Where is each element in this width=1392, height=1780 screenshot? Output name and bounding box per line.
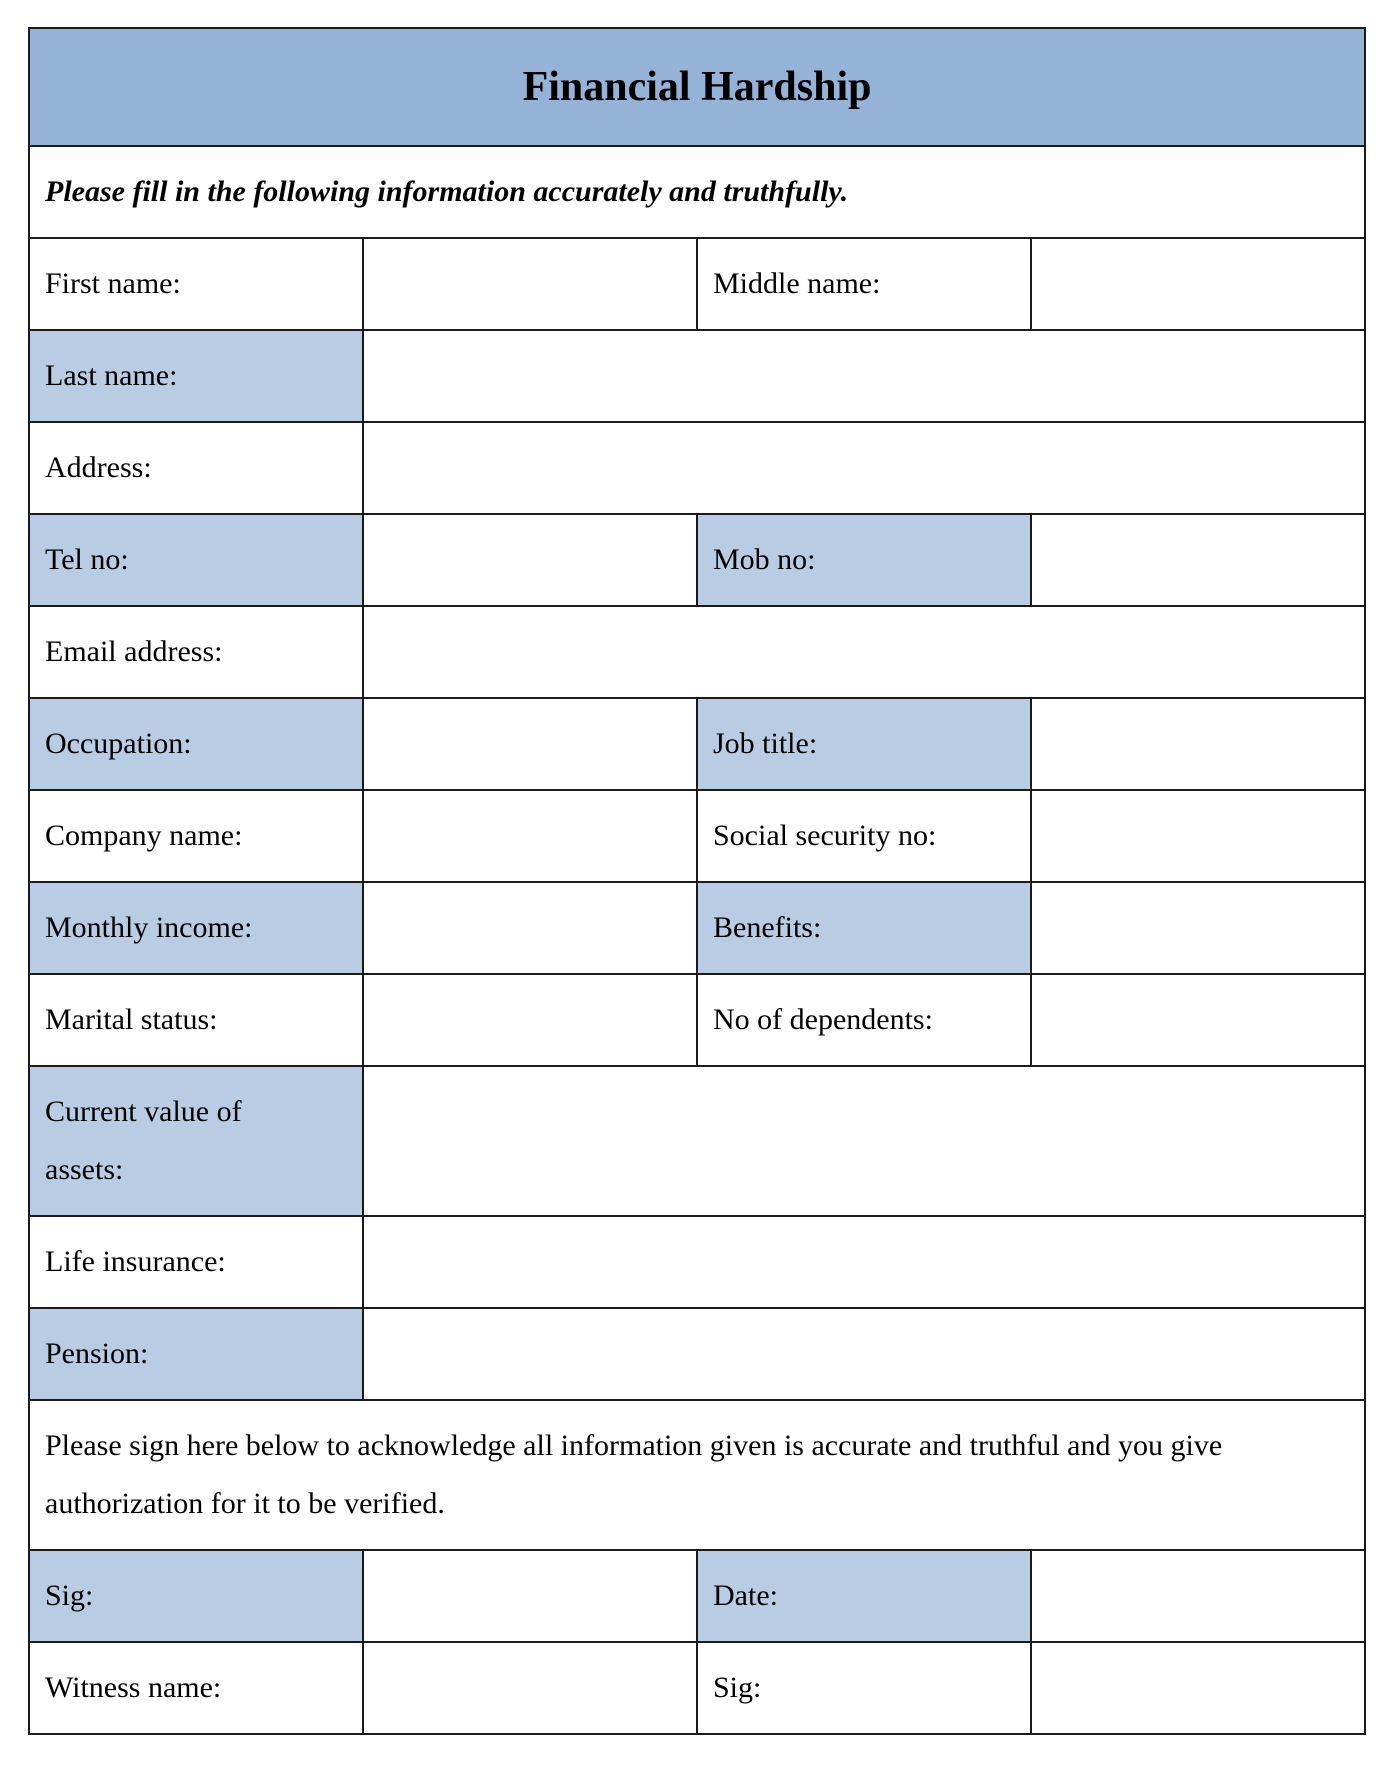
witness-row (29, 1642, 1365, 1734)
witness-sig-field[interactable] (1031, 1642, 1365, 1734)
mob-no-label: Mob no: (697, 514, 1031, 606)
name-row (29, 238, 1365, 330)
income-row (29, 882, 1365, 974)
tel-no-label: Tel no: (29, 514, 363, 606)
occupation-row (29, 698, 1365, 790)
dependents-field[interactable] (1031, 974, 1365, 1066)
job-title-label: Job title: (697, 698, 1031, 790)
life-insurance-label: Life insurance: (29, 1216, 363, 1308)
witness-sig-label: Sig: (697, 1642, 1031, 1734)
social-security-label: Social security no: (697, 790, 1031, 882)
financial-hardship-form (28, 27, 1366, 1735)
pension-row (29, 1308, 1365, 1400)
email-address-field[interactable] (363, 606, 1365, 698)
sig-field[interactable] (363, 1550, 697, 1642)
date-field[interactable] (1031, 1550, 1365, 1642)
instructions-text: Please fill in the following information accurately and truthfully. (29, 146, 1365, 238)
social-security-field[interactable] (1031, 790, 1365, 882)
witness-name-field[interactable] (363, 1642, 697, 1734)
life-insurance-field[interactable] (363, 1216, 1365, 1308)
occupation-field[interactable] (363, 698, 697, 790)
last-name-field[interactable] (363, 330, 1365, 422)
phone-row (29, 514, 1365, 606)
occupation-label: Occupation: (29, 698, 363, 790)
acknowledgement-text: Please sign here below to acknowledge all information given is accurate and truthful and you give authorization for it to be verified. (29, 1400, 1365, 1550)
form-title: Financial Hardship (29, 28, 1365, 146)
benefits-field[interactable] (1031, 882, 1365, 974)
acknowledgement-row (29, 1400, 1365, 1550)
first-name-label: First name: (29, 238, 363, 330)
address-row (29, 422, 1365, 514)
monthly-income-field[interactable] (363, 882, 697, 974)
witness-name-label: Witness name: (29, 1642, 363, 1734)
instructions-row (29, 146, 1365, 238)
address-label: Address: (29, 422, 363, 514)
company-name-field[interactable] (363, 790, 697, 882)
last-name-row (29, 330, 1365, 422)
job-title-field[interactable] (1031, 698, 1365, 790)
marital-status-label: Marital status: (29, 974, 363, 1066)
middle-name-label: Middle name: (697, 238, 1031, 330)
dependents-label: No of dependents: (697, 974, 1031, 1066)
assets-field[interactable] (363, 1066, 1365, 1216)
assets-row (29, 1066, 1365, 1216)
assets-label: Current value of assets: (29, 1066, 363, 1216)
marital-row (29, 974, 1365, 1066)
company-row (29, 790, 1365, 882)
signature-row (29, 1550, 1365, 1642)
pension-field[interactable] (363, 1308, 1365, 1400)
tel-no-field[interactable] (363, 514, 697, 606)
date-label: Date: (697, 1550, 1031, 1642)
mob-no-field[interactable] (1031, 514, 1365, 606)
marital-status-field[interactable] (363, 974, 697, 1066)
company-name-label: Company name: (29, 790, 363, 882)
sig-label: Sig: (29, 1550, 363, 1642)
life-insurance-row (29, 1216, 1365, 1308)
email-row (29, 606, 1365, 698)
address-field[interactable] (363, 422, 1365, 514)
email-address-label: Email address: (29, 606, 363, 698)
monthly-income-label: Monthly income: (29, 882, 363, 974)
form-header-row (29, 28, 1365, 146)
pension-label: Pension: (29, 1308, 363, 1400)
middle-name-field[interactable] (1031, 238, 1365, 330)
benefits-label: Benefits: (697, 882, 1031, 974)
first-name-field[interactable] (363, 238, 697, 330)
last-name-label: Last name: (29, 330, 363, 422)
